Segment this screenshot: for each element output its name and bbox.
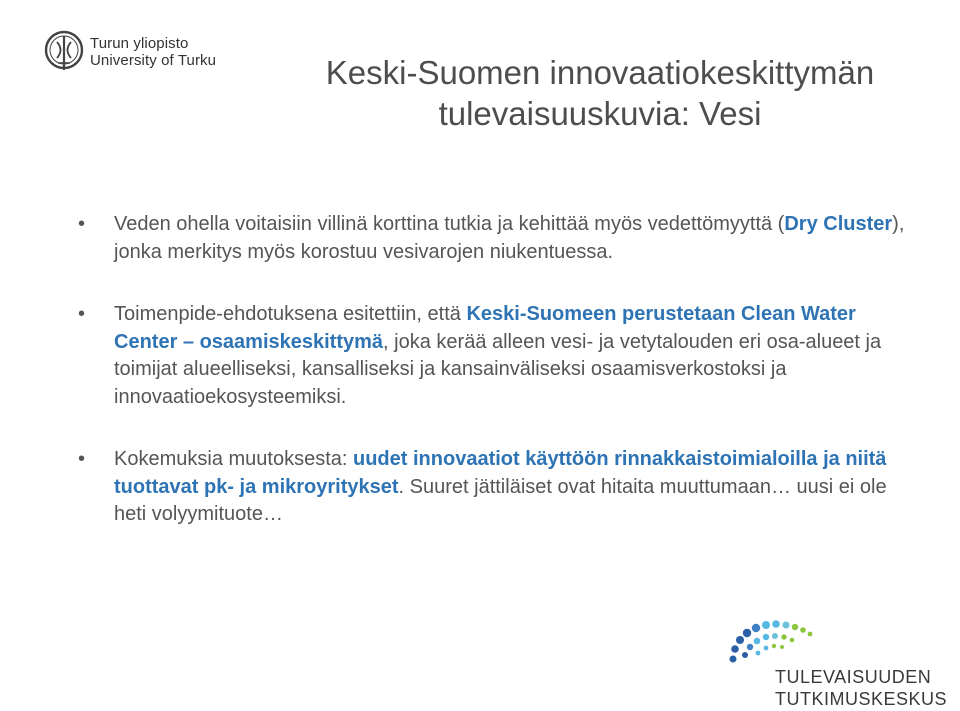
bullet-list <box>70 211 910 529</box>
bullet-text: Veden ohella voitaisiin villinä korttina tutkia ja kehittää myös vedettömyyttä ( <box>114 213 785 235</box>
university-logo <box>44 30 216 74</box>
bullet-highlight: Dry Cluster <box>784 213 893 235</box>
bullet-highlight: uudet innovaatiot käyttöön rinnakkaistoimialoilla ja niitä tuottavat pk- ja mikroyritykset <box>114 448 887 498</box>
bullet-item <box>70 446 910 529</box>
bullet-text: Kokemuksia muutoksesta: <box>114 448 353 470</box>
bullet-text: Toimenpide-ehdotuksena esitettiin, että <box>114 303 467 325</box>
bullet-highlight: Keski-Suomeen perustetaan Clean Water Center – osaamiskeskittymä <box>114 303 856 353</box>
bullet-item <box>70 211 910 266</box>
futures-research-centre-logo <box>725 615 955 711</box>
slide-title-line1: Keski-Suomen innovaatiokeskittymän <box>325 54 875 91</box>
slide-title <box>260 52 940 134</box>
seal-icon <box>44 30 84 74</box>
university-name-en: University of Turku <box>90 52 217 69</box>
university-name <box>90 35 216 69</box>
logo-text-line1: TULEVAISUUDEN <box>775 667 932 687</box>
bullet-item <box>70 301 910 411</box>
bullet-text: . Suuret jättiläiset ovat hitaita muuttumaan… uusi ei ole heti volyymituote… <box>114 475 887 525</box>
bullet-dot-icon: • <box>78 213 86 235</box>
bullet-text: , joka kerää alleen vesi- ja vetytalouden eri osa-alueet ja toimijat alueelliseksi, kansalliseksi ja kansainväliseksi osaamisverkostoksi ja innovaatioekosysteemiksi. <box>114 330 882 408</box>
university-name-fi: Turun yliopisto <box>90 35 189 52</box>
bullet-dot-icon: • <box>78 303 86 325</box>
slide-title-line2: tulevaisuuskuvia: Vesi <box>438 95 762 132</box>
logo-text-line2: TUTKIMUSKESKUS <box>775 689 948 709</box>
bullet-dot-icon: • <box>78 448 86 470</box>
dot-swirl-icon <box>725 615 825 675</box>
bullet-text: ), jonka merkitys myös korostuu vesivarojen niukentuessa. <box>114 213 905 263</box>
